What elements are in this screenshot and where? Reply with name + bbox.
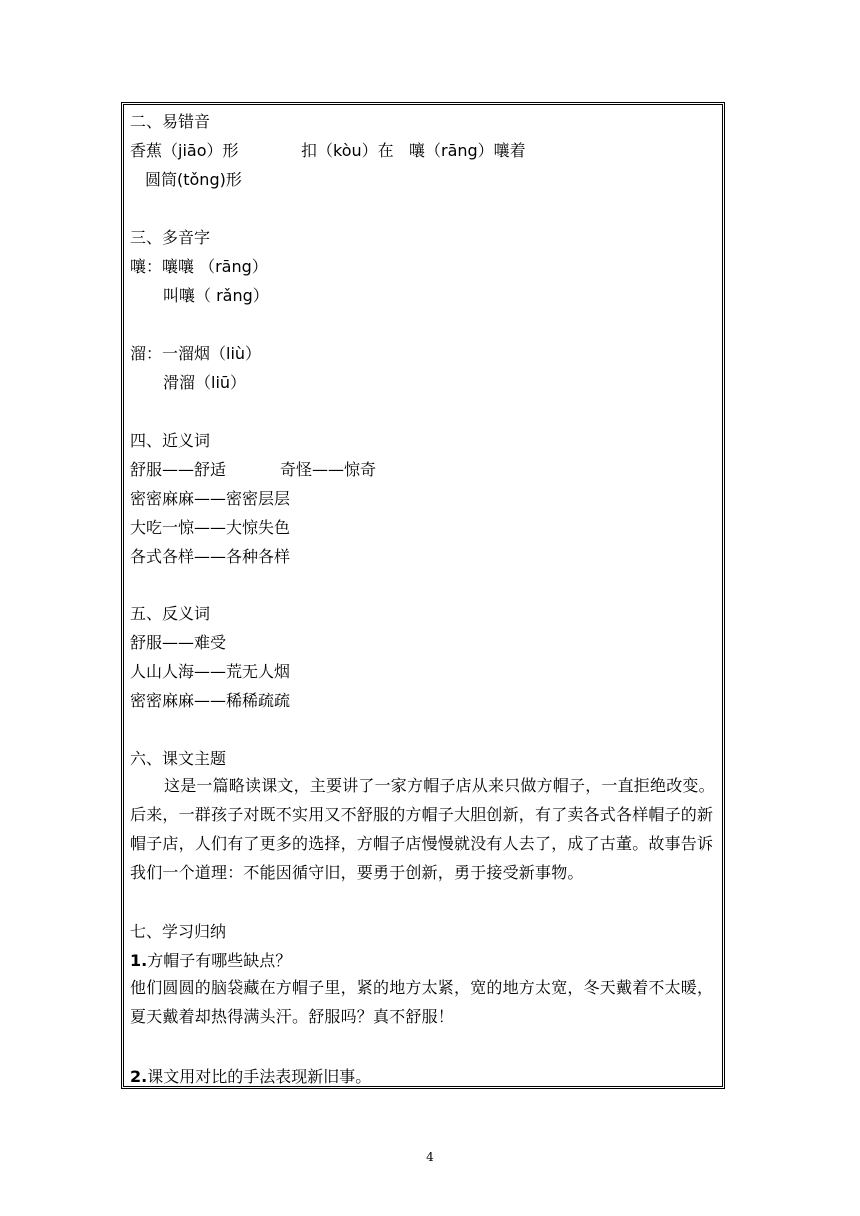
synonym-row [130, 459, 376, 481]
polyphonic-line: 溜：一溜烟（liù） [130, 344, 262, 363]
polyphonic-line: 滑溜（liū） [163, 373, 247, 392]
section-heading-polyphonic: 三、多音字 [130, 228, 211, 247]
section-heading-theme: 六、课文主题 [130, 749, 227, 768]
synonym-pair: 大吃一惊——大惊失色 [130, 518, 291, 537]
section-heading-antonyms: 五、反义词 [130, 604, 211, 623]
pronunciation-item: 圆筒(tǒng)形 [145, 170, 242, 189]
theme-text: 这是一篇略读课文，主要讲了一家方帽子店从来只做方帽子，一直拒绝改变。后来，一群孩子对既不实用又不舒服的方帽子大胆创新，有了卖各式各样帽子的新帽子店，人们有了更多的选择，方帽子店慢慢就没有人去了，成了古董。故事告诉我们一个道理：不能因循守旧，要勇于创新，勇于接受新事物。 [130, 776, 715, 882]
pronunciation-item: 嚷（rāng）嚷着 [409, 141, 526, 160]
question-number: 2. [130, 1067, 148, 1086]
answer-text: 他们圆圆的脑袋藏在方帽子里，紧的地方太紧，宽的地方太宽，冬天戴着不太暖，夏天戴着却热得满头汗。舒服吗？真不舒服！ [130, 978, 714, 1026]
theme-paragraph [130, 771, 716, 887]
section-heading-synonyms: 四、近义词 [130, 431, 211, 450]
section-heading-summary: 七、学习归纳 [130, 922, 227, 941]
antonym-pair: 人山人海——荒无人烟 [130, 662, 291, 681]
polyphonic-line: 叫嚷（ rǎng） [163, 286, 269, 305]
synonym-pair: 奇怪——惊奇 [280, 460, 377, 479]
question-number: 1. [130, 951, 148, 970]
question-text: 课文用对比的手法表现新旧事。 [147, 1067, 372, 1086]
pronunciation-item: 扣（kòu）在 [301, 141, 394, 160]
polyphonic-line: 嚷：嚷嚷 （rāng） [130, 257, 268, 276]
antonym-pair: 舒服——难受 [130, 633, 227, 652]
synonym-pair: 密密麻麻——密密层层 [130, 489, 291, 508]
section-heading-error-prone-pronunciation: 二、易错音 [130, 112, 211, 131]
pronunciation-item: 香蕉（jiāo）形 [130, 141, 239, 160]
question-text: 方帽子有哪些缺点？ [147, 951, 292, 970]
question-2 [130, 1066, 371, 1088]
antonym-pair: 密密麻麻——稀稀疏疏 [130, 691, 291, 710]
synonym-pair: 各式各样——各种各样 [130, 547, 291, 566]
answer-1 [130, 973, 716, 1031]
question-1 [130, 950, 291, 972]
pronunciation-row [130, 140, 526, 162]
synonym-pair: 舒服——舒适 [130, 460, 227, 479]
page-number: 4 [426, 1150, 434, 1164]
